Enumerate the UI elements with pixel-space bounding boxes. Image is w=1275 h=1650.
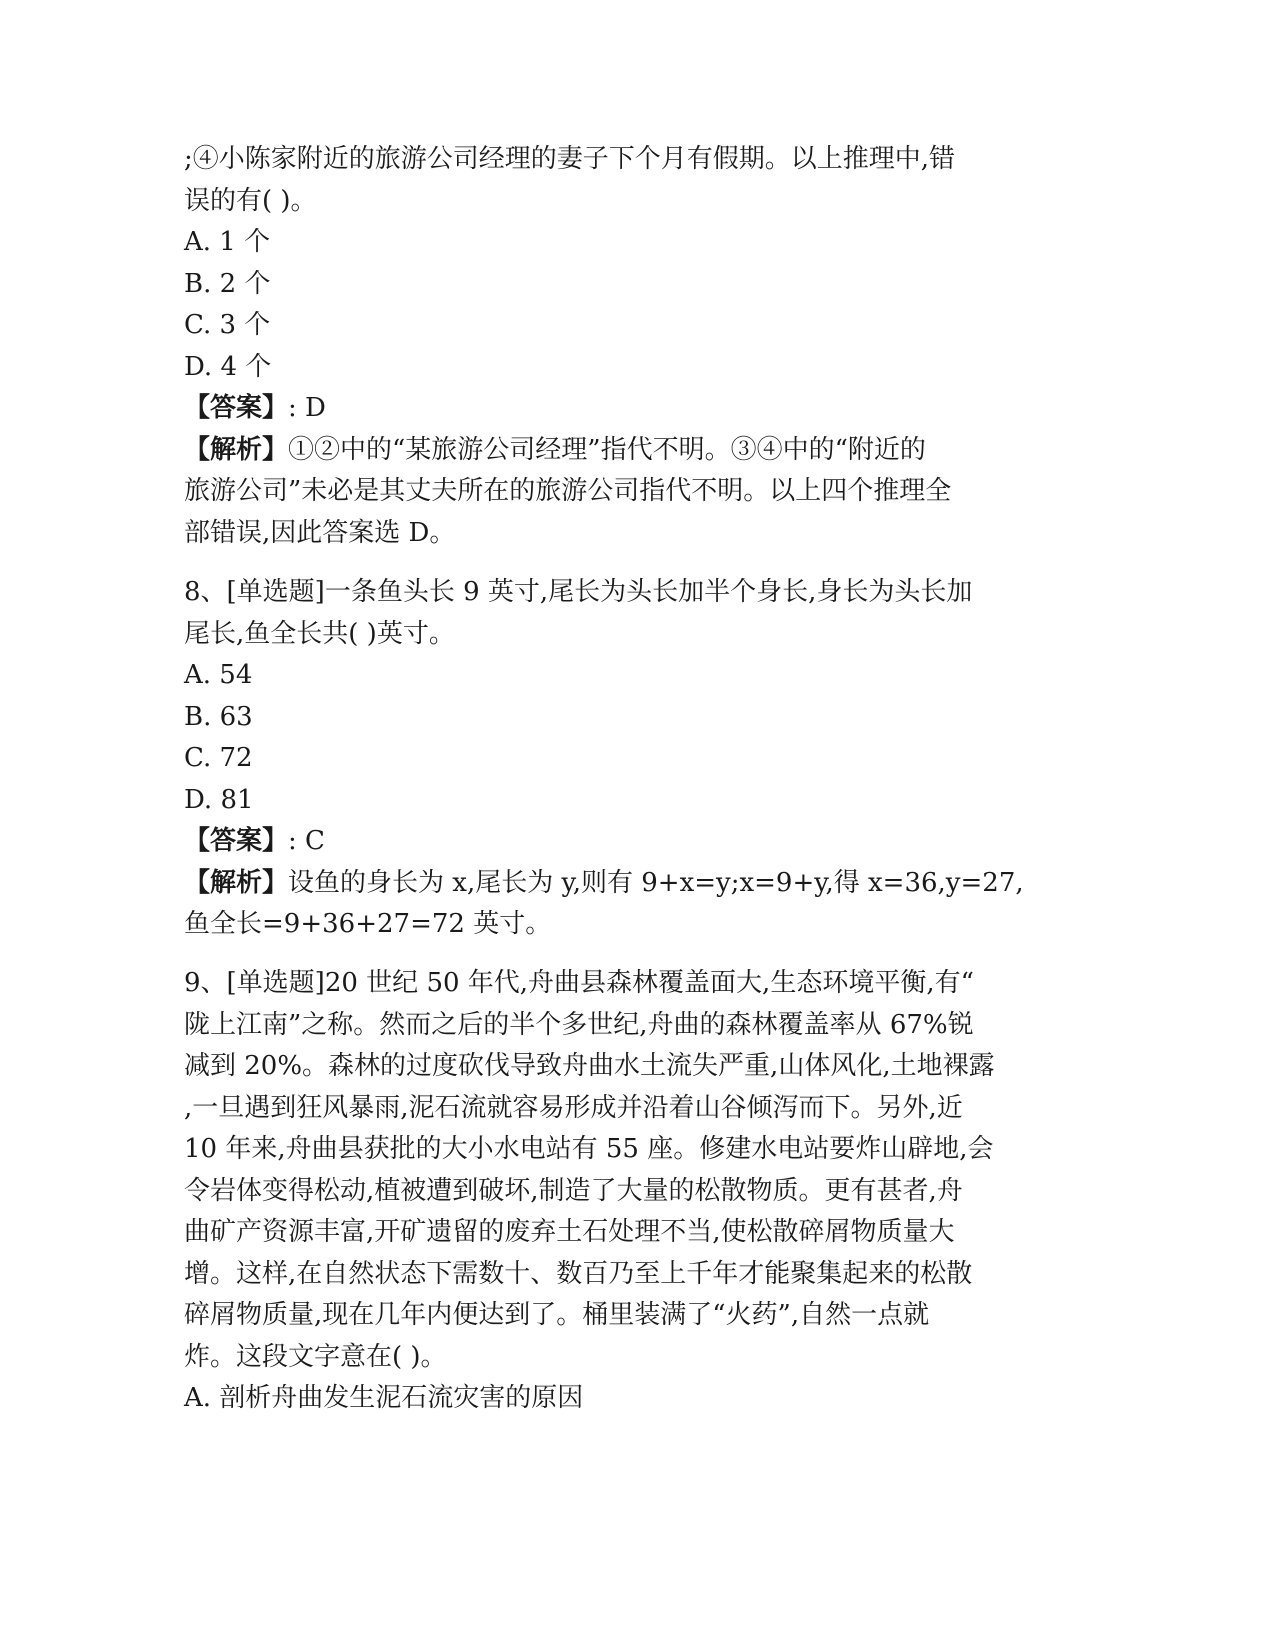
answer-label: 【答案】 xyxy=(184,393,289,423)
option-a: A. 剖析舟曲发生泥石流灾害的原因 xyxy=(184,1383,584,1413)
answer-value: : D xyxy=(288,393,326,423)
question-stem-line: 尾长,鱼全长共( )英寸。 xyxy=(184,618,455,649)
answer-label: 【答案】 xyxy=(184,826,289,856)
question-8 xyxy=(184,572,1084,946)
question-stem-line: 令岩体变得松动,植被遭到破坏,制造了大量的松散物质。更有甚者,舟 xyxy=(184,1175,963,1206)
option-c: C. 72 xyxy=(184,743,253,773)
question-stem-line: ;④小陈家附近的旅游公司经理的妻子下个月有假期。以上推理中,错 xyxy=(184,144,956,174)
analysis-text: ①②中的“某旅游公司经理”指代不明。③④中的“附近的 xyxy=(288,434,926,465)
option-a: A. 1 个 xyxy=(184,227,271,257)
question-stem-line: 陇上江南”之称。然而之后的半个多世纪,舟曲的森林覆盖率从 67%锐 xyxy=(184,1009,974,1040)
question-7-continuation xyxy=(184,139,1084,554)
analysis-text: 旅游公司”未必是其丈夫所在的旅游公司指代不明。以上四个推理全 xyxy=(184,476,952,506)
analysis-label: 【解析】 xyxy=(184,867,289,898)
option-b: B. 63 xyxy=(184,701,253,732)
question-stem-line: 增。这样,在自然状态下需数十、数百乃至上千年才能聚集起来的松散 xyxy=(184,1258,973,1289)
option-b: B. 2 个 xyxy=(184,268,271,299)
option-d: D. 4 个 xyxy=(184,351,272,382)
question-stem-line: 碎屑物质量,现在几年内便达到了。桶里装满了“火药”,自然一点就 xyxy=(184,1300,930,1330)
question-stem-line: 8、[单选题]一条鱼头长 9 英寸,尾长为头长加半个身长,身长为头长加 xyxy=(184,577,973,607)
analysis-text: 鱼全长=9+36+27=72 英寸。 xyxy=(184,909,552,939)
answer-line xyxy=(184,821,1084,863)
option-c: C. 3 个 xyxy=(184,310,271,340)
question-stem-line: 减到 20%。森林的过度砍伐导致舟曲水土流失严重,山体风化,土地裸露 xyxy=(184,1051,995,1081)
question-stem-line: 曲矿产资源丰富,开矿遗留的废弃土石处理不当,使松散碎屑物质量大 xyxy=(184,1217,955,1247)
analysis-text: 部错误,因此答案选 D。 xyxy=(184,517,456,548)
analysis-text: 设鱼的身长为 x,尾长为 y,则有 9+x=y;x=9+y,得 x=36,y=27, xyxy=(288,867,1024,898)
question-stem-line: 10 年来,舟曲县获批的大小水电站有 55 座。修建水电站要炸山辟地,会 xyxy=(184,1134,994,1164)
question-stem-line: 炸。这段文字意在( )。 xyxy=(184,1341,447,1372)
answer-value: : C xyxy=(288,826,325,856)
analysis-line xyxy=(184,430,1084,472)
question-stem-line: 9、[单选题]20 世纪 50 年代,舟曲县森林覆盖面大,生态环境平衡,有“ xyxy=(184,968,974,998)
analysis-line xyxy=(184,863,1084,905)
option-a: A. 54 xyxy=(184,660,253,690)
question-9 xyxy=(184,963,1084,1420)
answer-line xyxy=(184,388,1084,430)
question-stem-line: ,一旦遇到狂风暴雨,泥石流就容易形成并沿着山谷倾泻而下。另外,近 xyxy=(184,1092,963,1123)
question-stem-line: 误的有( )。 xyxy=(184,185,317,216)
analysis-label: 【解析】 xyxy=(184,434,289,465)
option-d: D. 81 xyxy=(184,784,254,815)
